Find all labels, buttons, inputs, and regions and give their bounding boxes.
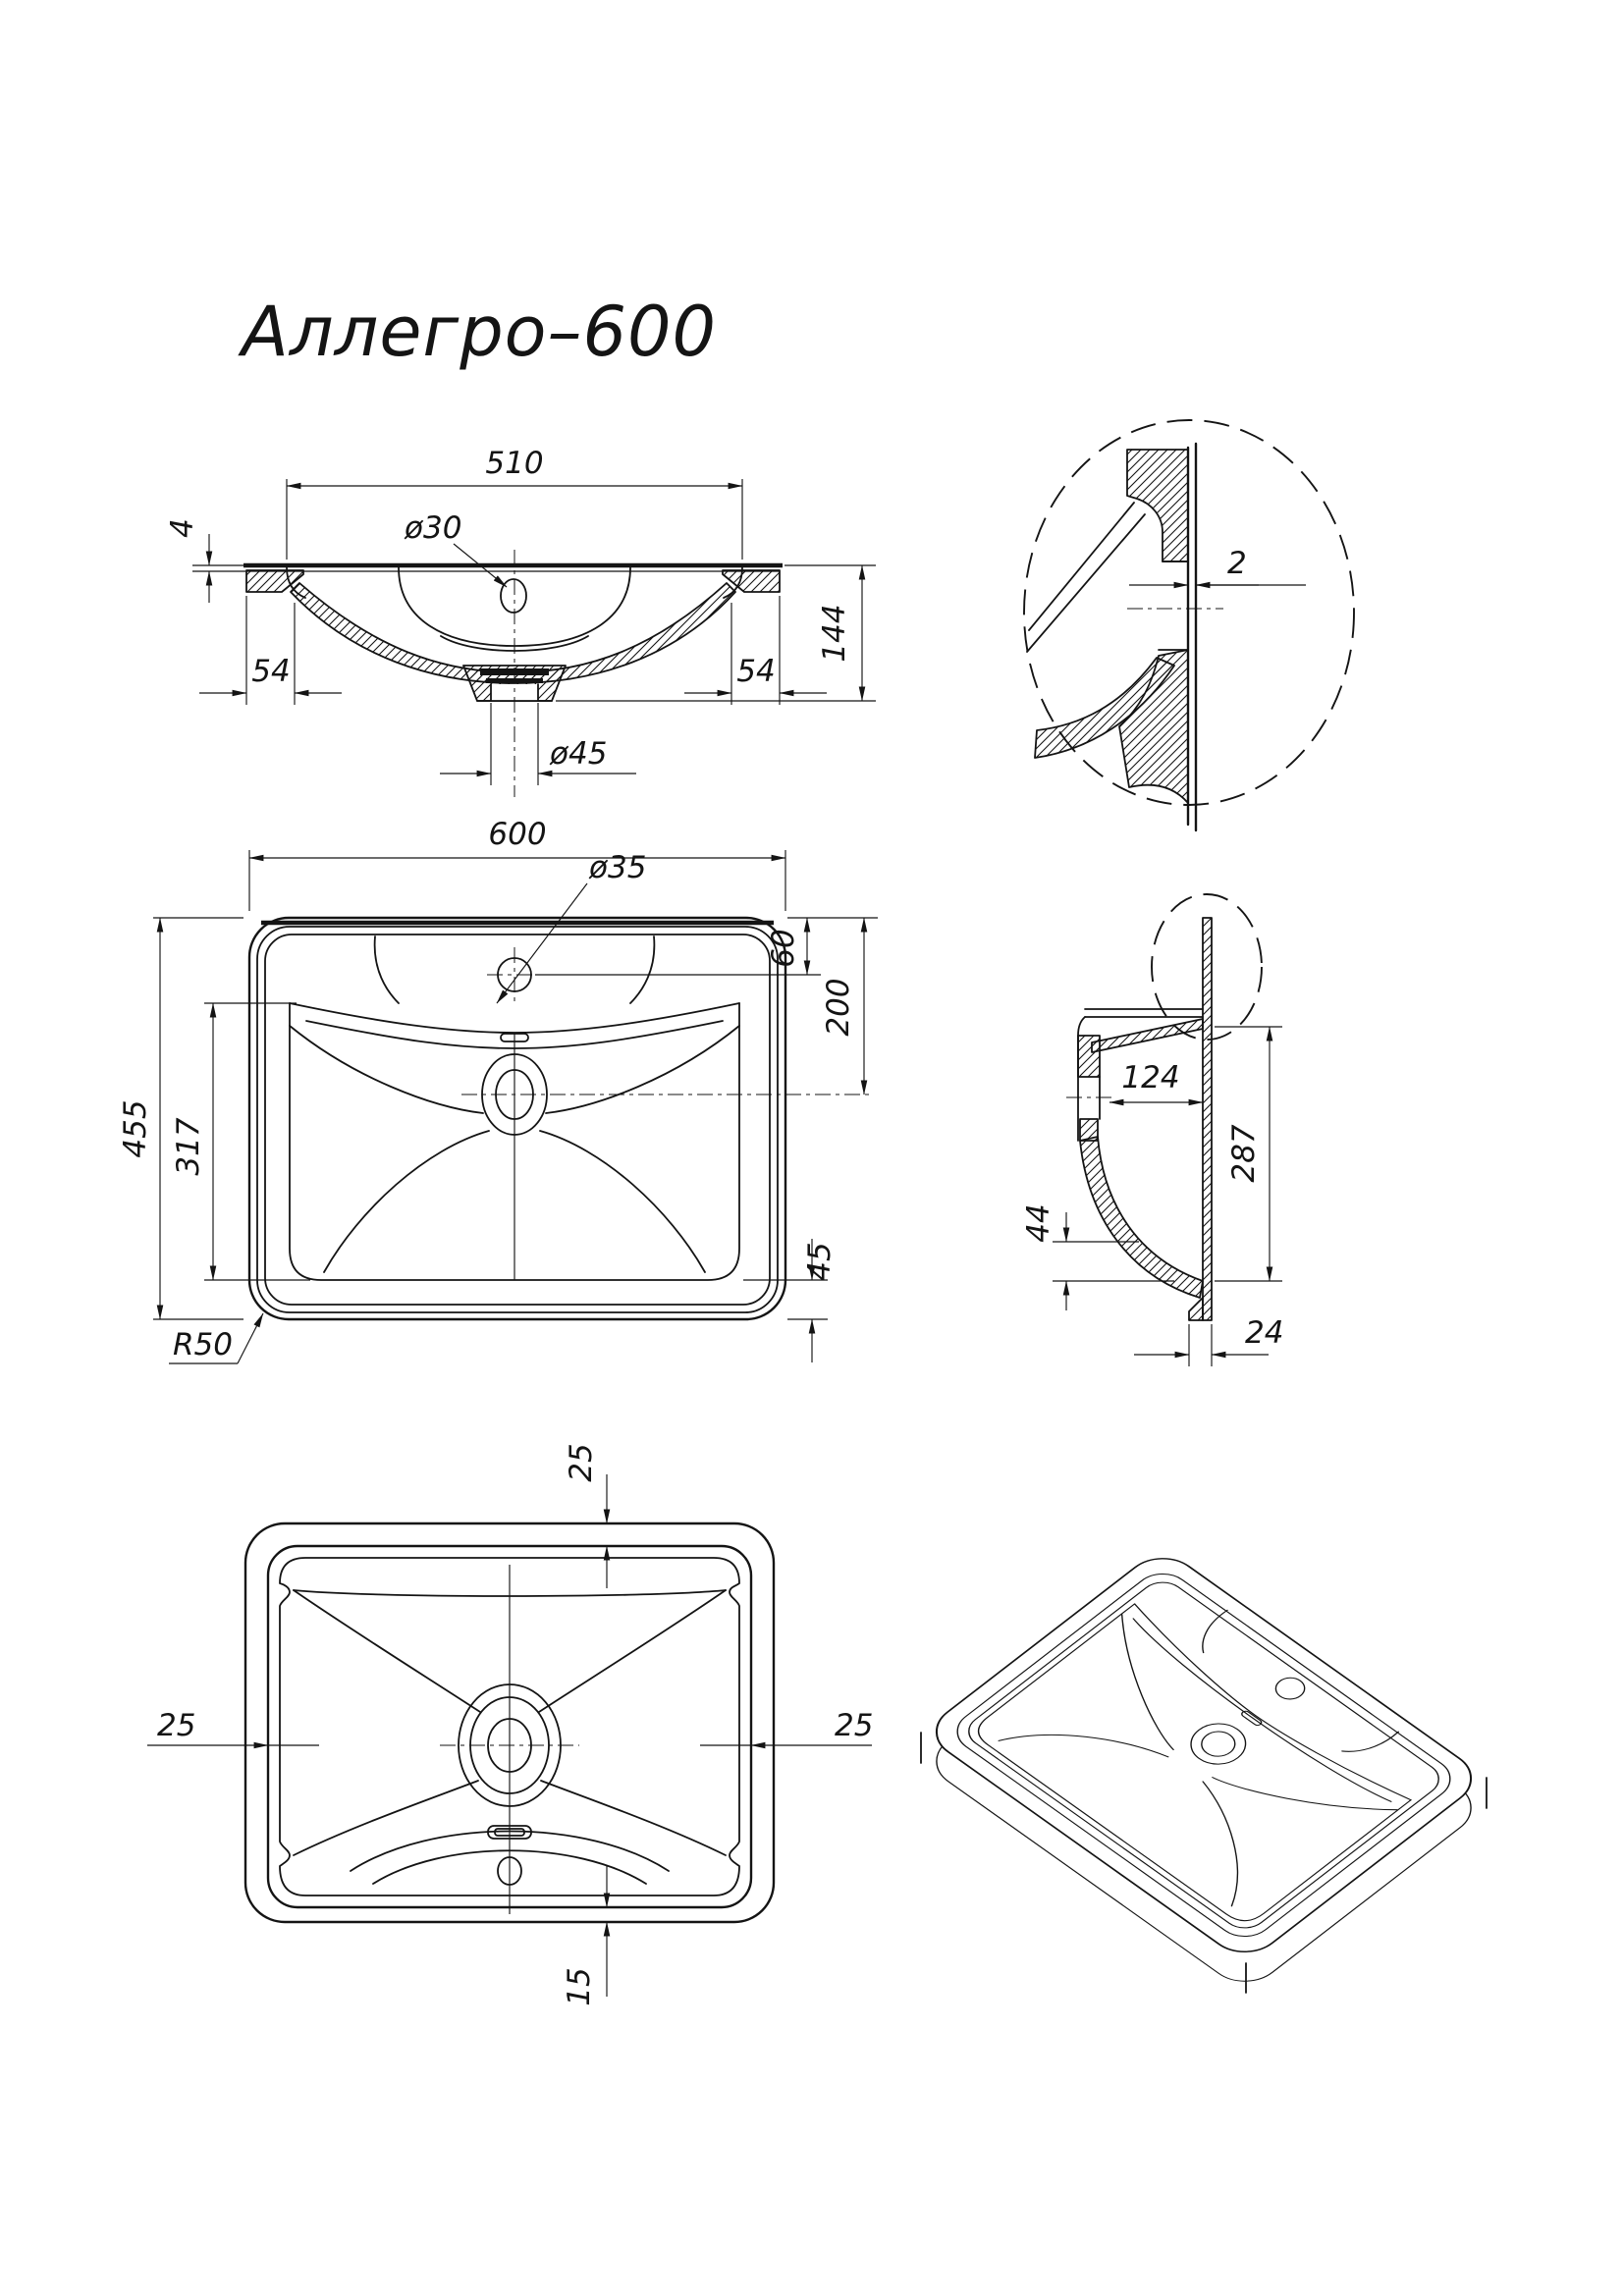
dim-plan-drain-offset [821,918,864,1095]
faucet-hole-front [501,579,526,613]
edge-detail-view [1024,420,1354,830]
side-section-view [1021,894,1283,1366]
plan-deck-left [375,936,399,1003]
dim-plan-corner-radius [169,1313,263,1363]
svg-text:24: 24 [1245,1315,1284,1351]
svg-text:600: 600 [488,817,547,852]
front-section-view [165,446,876,797]
svg-text:2: 2 [1227,546,1247,581]
svg-text:ø35: ø35 [589,850,647,885]
iso-top-face [921,1547,1487,1963]
svg-text:25: 25 [157,1708,196,1743]
svg-text:25: 25 [835,1708,874,1743]
plan-bowl-curve-ur [546,1026,739,1113]
bottom-ray-ul [294,1590,480,1712]
bottom-ray-ll [294,1781,478,1855]
side-back-wall [1203,918,1212,1320]
svg-text:510: 510 [485,446,544,481]
dim-front-faucet-hole [404,510,507,587]
svg-text:44: 44 [1021,1203,1056,1243]
svg-text:R50: R50 [173,1327,233,1362]
dim-side-bowl-width [1109,1060,1203,1102]
side-foot [1189,1298,1203,1320]
svg-text:60: 60 [766,929,801,968]
drawing-title: Аллегро–600 [242,292,718,372]
dim-bottom-right-inset [700,1708,873,1745]
svg-text:15: 15 [562,1967,597,2006]
svg-text:287: 287 [1226,1124,1262,1183]
side-deck-band [1092,1019,1203,1052]
dim-front-opening-width [287,446,742,560]
svg-text:54: 54 [736,654,776,689]
svg-text:317: 317 [171,1117,206,1176]
svg-text:455: 455 [118,1099,153,1158]
svg-text:4: 4 [165,518,200,538]
svg-text:25: 25 [564,1443,599,1482]
svg-text:200: 200 [821,978,856,1037]
dim-side-ledge-width [1134,1315,1283,1366]
plan-bowl-curve-ul [290,1026,483,1113]
dim-bottom-back-inset [564,1443,607,1588]
svg-text:ø45: ø45 [550,736,608,772]
detail-deck-line-1 [1029,503,1134,630]
plan-view [118,817,878,1363]
dim-front-drain-hole [440,703,636,785]
bottom-ray-lr [541,1781,726,1855]
plan-deck-right [630,936,654,1003]
isometric-view [901,1547,1507,1993]
dim-front-rim-thickness [165,518,245,603]
dim-bottom-left-inset [147,1708,319,1745]
plan-shelf-upper [290,1003,739,1033]
dim-side-bowl-height [1215,1027,1282,1281]
detail-deck-line-2 [1027,514,1145,652]
detail-upper-block [1127,450,1188,561]
plan-bowl-curve-lr [540,1131,705,1272]
dim-plan-overall-width [249,817,785,911]
dim-bottom-front-inset [562,1865,607,2006]
dim-detail-wall-gap [1129,546,1306,585]
svg-text:124: 124 [1121,1060,1180,1095]
plan-bowl-curve-ll [324,1131,489,1272]
side-bowl-band [1080,1137,1203,1298]
bottom-ray-ur [539,1590,726,1712]
svg-text:54: 54 [251,654,291,689]
svg-text:ø30: ø30 [405,510,462,546]
side-front-edge [1066,1017,1111,1141]
svg-text:144: 144 [817,604,852,663]
bottom-view [147,1443,873,2005]
dim-front-overall-height [556,565,876,701]
svg-text:45: 45 [802,1242,838,1281]
